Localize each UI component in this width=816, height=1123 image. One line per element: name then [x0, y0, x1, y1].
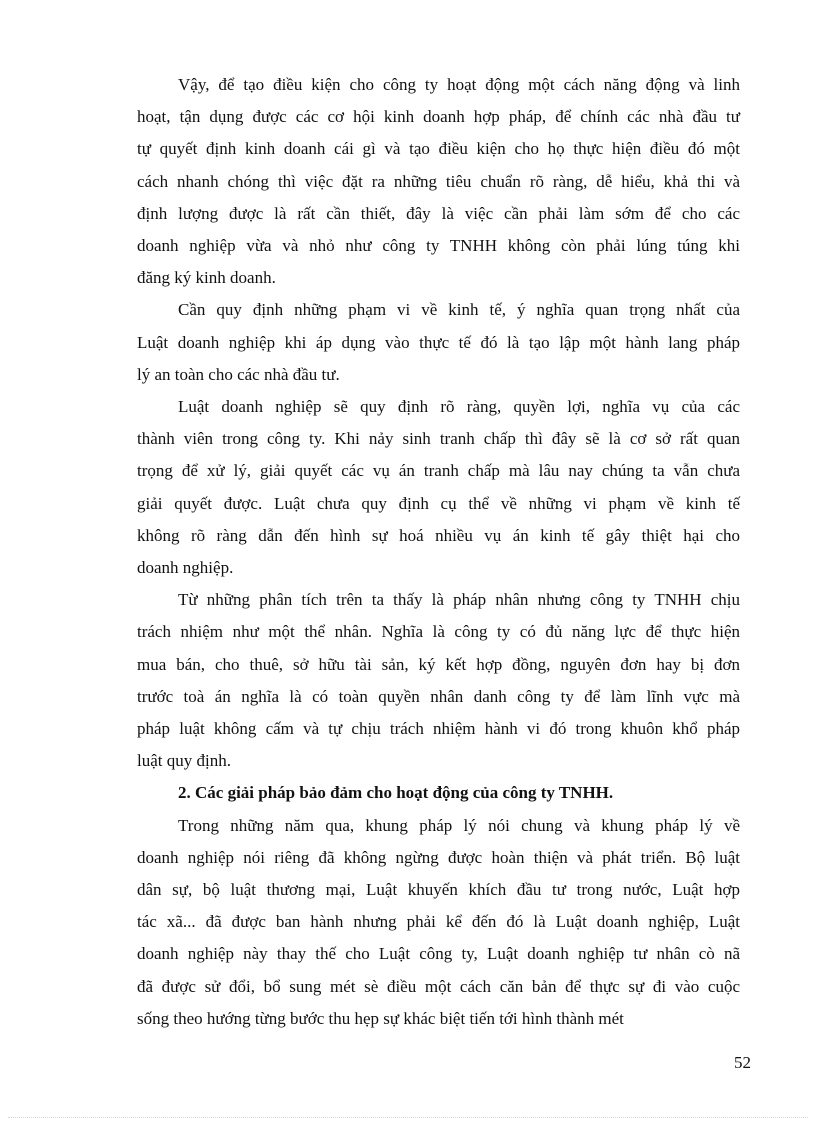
page-number: 52 — [734, 1053, 751, 1072]
paragraph-5 — [137, 810, 740, 1035]
text-line: trọng để xử lý, giải quyết các vụ án tranh chấp mà lâu nay chúng ta vẫn chưa — [137, 461, 740, 481]
text-line: doanh nghiệp này thay thế cho Luật công ty, Luật doanh nghiệp tư nhân cò nã — [137, 944, 740, 964]
text-line: hoạt, tận dụng được các cơ hội kinh doanh hợp pháp, để chính các nhà đầu tư — [137, 107, 740, 127]
text-line: luật quy định. — [137, 751, 231, 771]
text-line: tác xã... đã được ban hành nhưng phải kể đến đó là Luật doanh nghiệp, Luật — [137, 912, 740, 932]
text-line: Luật doanh nghiệp sẽ quy định rõ ràng, quyền lợi, nghĩa vụ của các — [178, 397, 740, 417]
text-line: giải quyết được. Luật chưa quy định cụ thể về những vi phạm về kinh tế — [137, 493, 740, 513]
text-line: Vậy, để tạo điều kiện cho công ty hoạt động một cách năng động và linh — [178, 75, 740, 94]
text-line: đăng ký kinh doanh. — [137, 268, 276, 288]
paragraph-4 — [137, 584, 740, 777]
text-line: Trong những năm qua, khung pháp lý nói chung và khung pháp lý về — [178, 815, 740, 835]
text-line: thành viên trong công ty. Khi nảy sinh tranh chấp thì đây sẽ là cơ sở rất quan — [137, 429, 740, 449]
text-line: trước toà án nghĩa là có toàn quyền nhân danh công ty để làm lĩnh vực mà — [137, 686, 740, 706]
section-heading: 2. Các giải pháp bảo đảm cho hoạt động của công ty TNHH. — [178, 783, 614, 803]
body-text — [137, 69, 740, 1035]
text-line: sống theo hướng từng bước thu hẹp sự khác biệt tiến tới hình thành mét — [137, 1008, 624, 1028]
paragraph-2 — [137, 294, 740, 391]
text-line: doanh nghiệp. — [137, 558, 234, 578]
text-line: lý an toàn cho các nhà đầu tư. — [137, 364, 340, 384]
paragraph-3 — [137, 391, 740, 584]
text-line: doanh nghiệp vừa và nhỏ như công ty TNHH không còn phải lúng túng khi — [137, 236, 740, 256]
text-line: tự quyết định kinh doanh cái gì và tạo điều kiện cho họ thực hiện điều đó một — [137, 139, 740, 159]
text-line: doanh nghiệp nói riêng đã không ngừng được hoàn thiện và phát triển. Bộ luật — [137, 847, 740, 867]
text-line: Cần quy định những phạm vi về kinh tế, ý nghĩa quan trọng nhất của — [178, 300, 740, 320]
page-bottom-divider — [8, 1117, 808, 1118]
text-line: pháp luật không cấm và tự chịu trách nhiệm hành vi đó trong khuôn khổ pháp — [137, 719, 740, 739]
text-line: Từ những phân tích trên ta thấy là pháp nhân nhưng công ty TNHH chịu — [178, 590, 740, 610]
text-line: không rõ ràng dẫn đến hình sự hoá nhiều vụ án kinh tế gây thiệt hại cho — [137, 525, 740, 545]
text-line: trách nhiệm như một thể nhân. Nghĩa là công ty có đủ năng lực để thực hiện — [137, 622, 740, 642]
text-line: đã được sử đổi, bổ sung mét sè điều một cách căn bản để thực sự đi vào cuộc — [137, 976, 740, 996]
paragraph-1 — [137, 69, 740, 294]
text-line: dân sự, bộ luật thương mại, Luật khuyến khích đầu tư trong nước, Luật hợp — [137, 880, 740, 900]
text-line: cách nhanh chóng thì việc đặt ra những tiêu chuẩn rõ ràng, dễ hiểu, khả thi và — [137, 171, 740, 191]
text-line: Luật doanh nghiệp khi áp dụng vào thực tế đó là tạo lập một hành lang pháp — [137, 332, 740, 352]
text-line: định lượng được là rất cần thiết, đây là việc cần phải làm sớm để cho các — [137, 203, 740, 223]
text-line: mua bán, cho thuê, sở hữu tài sản, ký kết hợp đồng, nguyên đơn hay bị đơn — [137, 654, 740, 674]
